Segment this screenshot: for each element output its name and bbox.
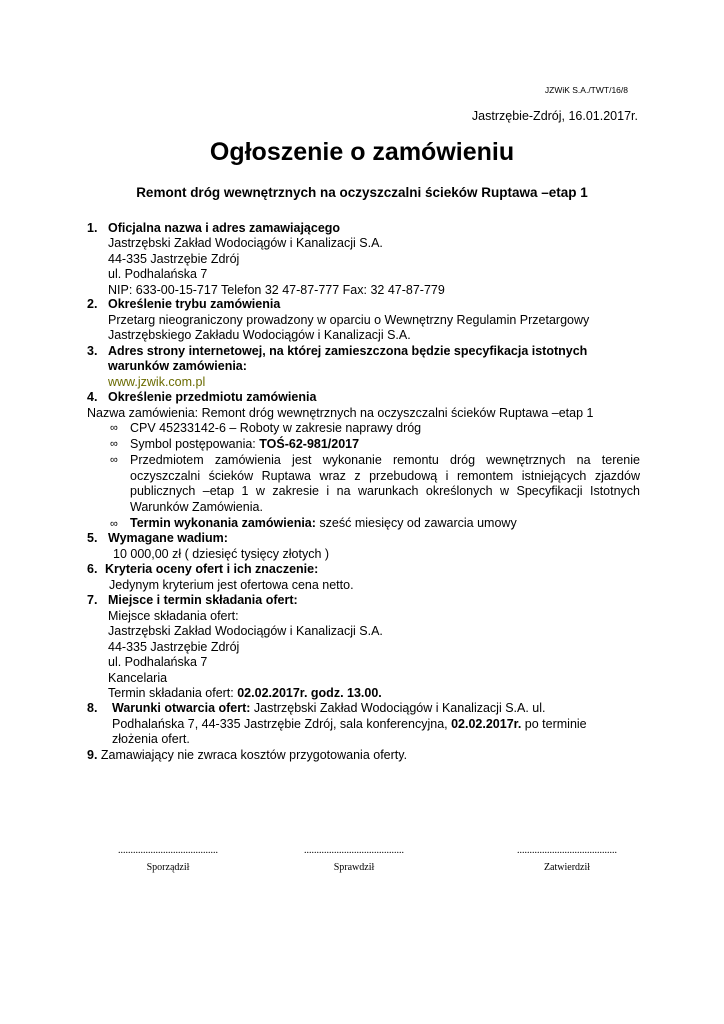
procedure-symbol [130,437,359,451]
section-5-number: 5. [87,531,98,545]
completion-deadline [130,516,517,530]
infinity-bullet-icon: ∞ [110,438,118,450]
section-1-line: ul. Podhalańska 7 [108,267,208,281]
signature-approved [497,845,637,873]
procedure-symbol-label: Symbol postępowania: [130,437,260,451]
section-7-number: 7. [87,593,98,607]
section-7-line: ul. Podhalańska 7 [108,655,208,669]
document-reference: JZWiK S.A./TWT/16/8 [544,85,628,95]
section-7-line: 44-335 Jastrzębie Zdrój [108,640,240,654]
procedure-symbol-value: TOŚ-62-981/2017 [259,437,360,451]
infinity-bullet-icon: ∞ [110,518,118,530]
section-2-line: Przetarg nieograniczony prowadzony w oparciu o Wewnętrzny Regulamin Przetargowy [108,313,590,327]
opening-date: 02.02.2017r. [451,717,522,731]
section-2-number: 2. [87,297,98,311]
website-link[interactable]: www.jzwik.com.pl [108,375,206,389]
section-3-heading-cont: warunków zamówienia: [108,359,247,373]
submission-deadline-label: Termin składania ofert: [108,686,238,700]
section-8-text: Jastrzębski Zakład Wodociągów i Kanalizacji S.A. ul. [250,701,546,715]
section-3-heading: Adres strony internetowej, na której zamieszczona będzie specyfikacja istotnych [108,344,588,358]
section-5-heading: Wymagane wadium: [108,531,228,545]
section-7-line: Kancelaria [108,671,168,685]
page-subtitle: Remont dróg wewnętrznych na oczyszczalni ścieków Ruptawa –etap 1 [136,185,588,200]
subject-line: oczyszczalni ścieków Ruptawa wraz z przebudową i remontem istniejących zjazdów [130,469,640,483]
section-2-heading: Określenie trybu zamówienia [108,297,281,311]
section-8-heading: Warunki otwarcia ofert: [112,701,251,715]
section-9-line [87,748,407,762]
subject-line: Warunków Zamówienia. [130,500,263,514]
section-1-line: Jastrzębski Zakład Wodociągów i Kanalizacji S.A. [108,236,383,250]
submission-deadline [108,686,382,700]
section-6-heading: Kryteria oceny ofert i ich znaczenie: [105,562,319,576]
signature-prepared [98,845,238,873]
infinity-bullet-icon: ∞ [110,454,118,466]
order-name: Nazwa zamówienia: Remont dróg wewnętrznych na oczyszczalni ścieków Ruptawa –etap 1 [87,406,594,420]
signature-line: ........................................ [304,845,404,856]
section-4-heading: Określenie przedmiotu zamówienia [108,390,317,404]
submission-deadline-value: 02.02.2017r. godz. 13.00. [237,686,382,700]
cpv-code: CPV 45233142-6 – Roboty w zakresie naprawy dróg [130,421,422,435]
infinity-bullet-icon: ∞ [110,422,118,434]
signature-line: ........................................ [517,845,617,856]
section-2-line: Jastrzębskiego Zakładu Wodociągów i Kanalizacji S.A. [108,328,411,342]
section-1-line: 44-335 Jastrzębie Zdrój [108,252,240,266]
section-8-text: po terminie [521,717,587,731]
section-1-heading: Oficjalna nazwa i adres zamawiającego [108,221,341,235]
criteria-value: Jedynym kryterium jest ofertowa cena netto. [109,578,354,592]
signature-label: Sprawdził [333,862,375,873]
section-1-line: NIP: 633-00-15-717 Telefon 32 47-87-777 Fax: 32 47-87-779 [108,283,445,297]
section-8-line [112,717,587,731]
section-8-number: 8. [87,701,98,715]
signature-checked [284,845,424,873]
completion-deadline-value: sześć miesięcy od zawarcia umowy [315,516,517,530]
section-1-number: 1. [87,221,98,235]
signature-line: ........................................ [118,845,218,856]
section-8-line [112,701,546,715]
section-4-number: 4. [87,390,98,404]
subject-line: Przedmiotem zamówienia jest wykonanie remontu dróg wewnętrznych na terenie [130,453,640,467]
section-7-line: Jastrzębski Zakład Wodociągów i Kanalizacji S.A. [108,624,383,638]
section-3-number: 3. [87,344,98,358]
signature-label: Sporządził [146,862,190,873]
page-title: Ogłoszenie o zamówieniu [209,138,515,166]
section-9-text: Zamawiający nie zwraca kosztów przygotowania oferty. [97,748,408,762]
section-7-line: Miejsce składania ofert: [108,609,239,623]
place-and-date: Jastrzębie-Zdrój, 16.01.2017r. [471,109,638,123]
section-7-heading: Miejsce i termin składania ofert: [108,593,298,607]
section-8-text: Podhalańska 7, 44-335 Jastrzębie Zdrój, sala konferencyjna, [112,717,452,731]
signature-label: Zatwierdził [543,862,591,873]
deposit-value: 10 000,00 zł ( dziesięć tysięcy złotych ) [113,547,330,561]
section-6-number: 6. [87,562,98,576]
section-8-line: złożenia ofert. [112,732,190,746]
section-9-number: 9. [87,748,98,762]
completion-deadline-label: Termin wykonania zamówienia: [130,516,316,530]
subject-line: publicznych –etap 1 w zakresie i na warunkach określonych w Specyfikacji Istotnych [130,484,640,498]
